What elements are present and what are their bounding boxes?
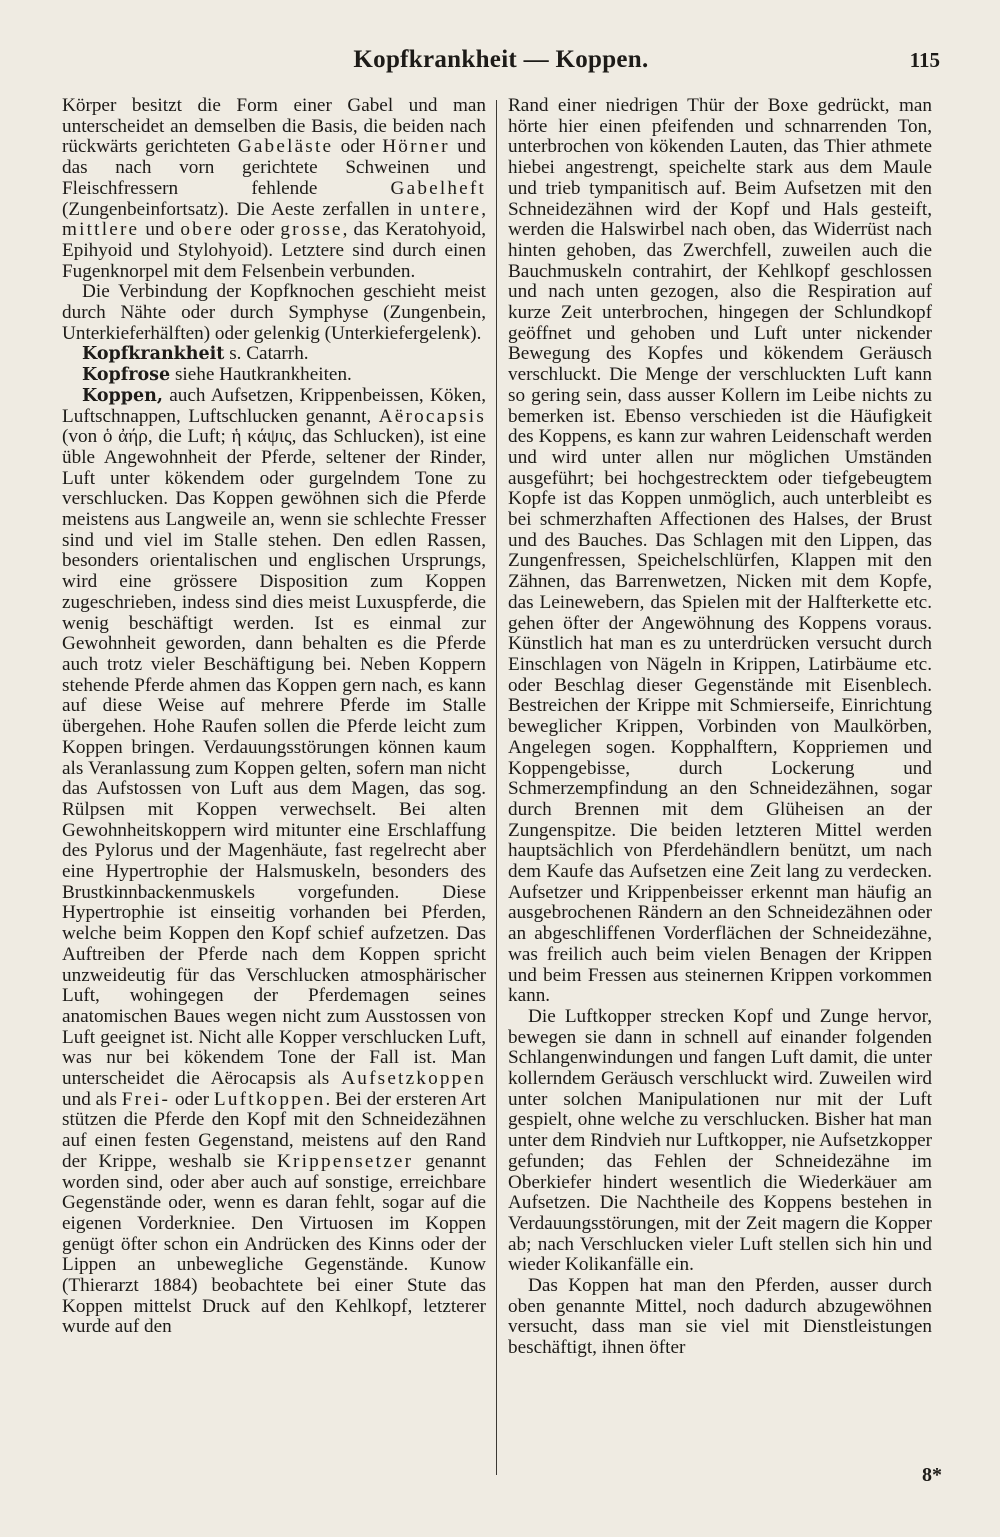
page-header	[62, 46, 940, 78]
entry-koppen: Koppen, auch Aufsetzen, Krippenbeissen, Köken, Luftschnappen, Luftschlucken genannt, Aërocapsis (von ὁ ἀήρ, die Luft; ἡ κάψις, das Schlucken), ist eine üble Angewohnheit der Pferde, seltener der Rinder, Luft unter kökendem oder gurgelndem Tone zu verschlucken. Das Koppen gewöhnen sich die Pferde meistens aus Langweile an, wenn sie schlechte Fresser sind und viel im Stalle stehen. Den edlen Rassen, besonders orientalischen und englischen Ursprungs, wird eine grössere Disposition zum Koppen zugeschrieben, indess sind dies meist Luxuspferde, die wenig beschäftigt werden. Ist es einmal zur Gewohnheit geworden, dann behalten es die Pferde auch trotz vieler Beschäftigung bei. Neben Koppern stehende Pferde ahmen das Koppen gern nach, es kann auf diese Weise auf mehrere Pferde im Stalle übergehen. Hohe Raufen sollen die Pferde leicht zum Koppen bringen. Verdauungsstörungen können kaum als Veranlassung zum Koppen gelten, sofern man nicht das Aufstossen von Luft aus dem Magen, das sog. Rülpsen mit Koppen verwechselt. Bei alten Gewohnheitskoppern wird mitunter eine Erschlaffung des Pylorus und der Magenhäute, fast regelrecht aber eine Hypertrophie der Halsmuskeln, besonders des Brustkinnbackenmuskels vorgefunden. Diese Hypertrophie ist einseitig vorhanden bei Pferden, welche beim Koppen den Kopf schief aufzetzen. Das Auftreiben der Pferde nach dem Koppen spricht unzweideutig für das Verschlucken atmosphärischer Luft, wohingegen der Pferdemagen seines anatomischen Baues wegen nicht zum Ausstossen von Luft geeignet ist. Nicht alle Kopper verschlucken Luft, was nur bei kökendem Tone der Fall ist. Man unterscheidet die Aërocapsis als Aufsetzkoppen und als Frei- oder Luftkoppen. Bei der ersteren Art stützen die Pferde den Kopf mit den Schneidezähnen auf einen festen Gegenstand, meistens auf den Rand der Krippe, weshalb sie Krippensetzer genannt worden sind, oder aber auch auf sonstige, erreichbare Gegenstände oder, wenn es daran fehlt, sogar auf die eigenen Vorderkniee. Den Virtuosen im Koppen genügt öfter schon ein Andrücken des Kinns oder der Lippen an unbewegliche Gegenstände. Kunow (Thierarzt 1884) beobachtete bei einer Stute das Koppen mittelst Druck auf den Kehlkopf, letzterer wurde auf den	[62, 384, 486, 1338]
signature-mark: 8*	[922, 1464, 942, 1486]
paragraph-luftkopper: Die Luftkopper strecken Kopf und Zunge hervor, bewegen sie dann in schnell auf einander folgenden Schlangenwindungen und fangen Luft damit, die unter kollerndem Geräusch verschluckt wird. Zuweilen wird unter solchen Manipulationen nur mit der Luft gespielt, ohne welche zu verschlucken. Bisher hat man unter dem Rindvieh nur Luftkopper, nie Aufsetzkopper gefunden; das Fehlen der Schneidezähne im Oberkiefer hindert wesentlich die Wiederkäuer am Aufsetzen. Die Nachtheile des Koppens bestehen in Verdauungsstörungen, mit der Zeit magern die Kopper ab; nach Verschlucken vieler Luft stellen sich hin und wieder Kolikanfälle ein.	[508, 1005, 932, 1276]
running-title: Kopfkrankheit — Koppen.	[353, 46, 649, 73]
paragraph-zungenbein: Körper besitzt die Form einer Gabel und man unterscheidet an demselben die Basis, die beiden nach rückwärts gerichteten Gabeläste oder Hörner und das nach vorn gerichtete Schweinen und Fleischfressern fehlende Gabelheft (Zungenbeinfortsatz). Die Aeste zerfallen in untere, mittlere und obere oder grosse, das Keratohyoid, Epihyoid und Stylohyoid). Letztere sind durch einen Fugenknorpel mit dem Felsenbein verbunden.	[62, 95, 487, 282]
paragraph-kopfknochen: Die Verbindung der Kopfknochen geschieht meist durch Nähte oder durch Symphyse (Zungenbein, Unterkieferhälften) oder gelenkig (Unterkiefergelenk).	[62, 281, 486, 344]
entry-kopfkrankheit: Kopfkrankheit s. Catarrh.	[82, 343, 309, 365]
paragraph-abgewoehnen: Das Koppen hat man den Pferden, ausser durch oben genannte Mittel, noch dadurch abzugewöhnen versucht, dass man sie viel mit Dienstleistungen beschäftigt, ihnen öfter	[508, 1275, 932, 1359]
page-number: 115	[909, 48, 940, 72]
left-column	[62, 96, 486, 1338]
entry-headword: Kopfkrankheit	[82, 344, 225, 365]
entry-headword: Kopfrose	[82, 365, 171, 386]
entry-kopfrose: Kopfrose siehe Hautkrankheiten.	[82, 364, 352, 386]
text-columns	[62, 96, 940, 1477]
entry-headword: Koppen,	[82, 385, 163, 406]
column-divider	[496, 100, 497, 1475]
right-column	[508, 96, 932, 1359]
paragraph-aufsetzen: Rand einer niedrigen Thür der Boxe gedrückt, man hörte hier einen pfeifenden und schnarrenden Ton, unterbrochen von kökenden Lauten, das Thier athmete hiebei angestrengt, speichelte stark aus dem Maule und trieb tympanitisch auf. Beim Aufsetzen mit den Schneidezähnen wird der Kopf und Hals gesteift, werden die Halswirbel nach oben, das Widerrüst nach hinten gehoben, das Zwerchfell, zuweilen auch die Bauchmuskeln contrahirt, der Kehlkopf geschlossen und nach unten gezogen, also die Respiration auf kurze Zeit unterbrochen, hingegen der Schlundkopf geöffnet und gehoben und Luft unter nickender Bewegung des Kopfes und kökendem Geräusch verschluckt. Die Menge der verschluckten Luft kann so gering sein, dass ausser Kollern im Leibe nichts zu bemerken ist. Ebenso verschieden ist die Häufigkeit des Koppens, es kann zur wahren Leidenschaft werden und wird unter allen nur möglichen Umständen ausgeführt; bei hochgestrecktem oder tiefgebeugtem Kopfe ist das Koppen unmöglich, auch unterbleibt es bei schmerzhaften Affectionen des Halses, der Brust und des Bauches. Das Schlagen mit den Lippen, das Zungenfressen, Speichelschlürfen, Klappen mit den Zähnen, das Barrenwetzen, Nicken mit dem Kopfe, das Leinewebern, das Spielen mit der Halfterkette etc. gehen öfter der Angewöhnung des Koppens voraus. Künstlich hat man es zu unterdrücken versucht durch Einschlagen von Nägeln in Krippen, Latirbäume etc. oder Beschlag dieser Gegenstände mit Eisenblech. Bestreichen der Krippe mit Schmierseife, Einrichtung beweglicher Krippen, Vorbinden von Maulkörben, Angelegen sogen. Kopphalftern, Koppriemen und Koppengebisse, durch Lockerung und Schmerzempfindung an den Schneidezähnen, sogar durch Brennen mit dem Glüheisen an der Zungenspitze. Die beiden letzteren Mittel werden hauptsächlich von Pferdehändlern benützt, um nach dem Kaufe das Aufsetzen eine Zeit lang zu verdecken. Aufsetzer und Krippenbeisser erkennt man häufig an ausgebrochenen Rändern an den Schneidezähnen oder an abgeschliffenen Vorderflächen der Schneidezähne, was freilich auch beim vielen Benagen der Krippen und beim Fressen aus steinernen Krippen vorkommen kann.	[508, 95, 932, 1007]
